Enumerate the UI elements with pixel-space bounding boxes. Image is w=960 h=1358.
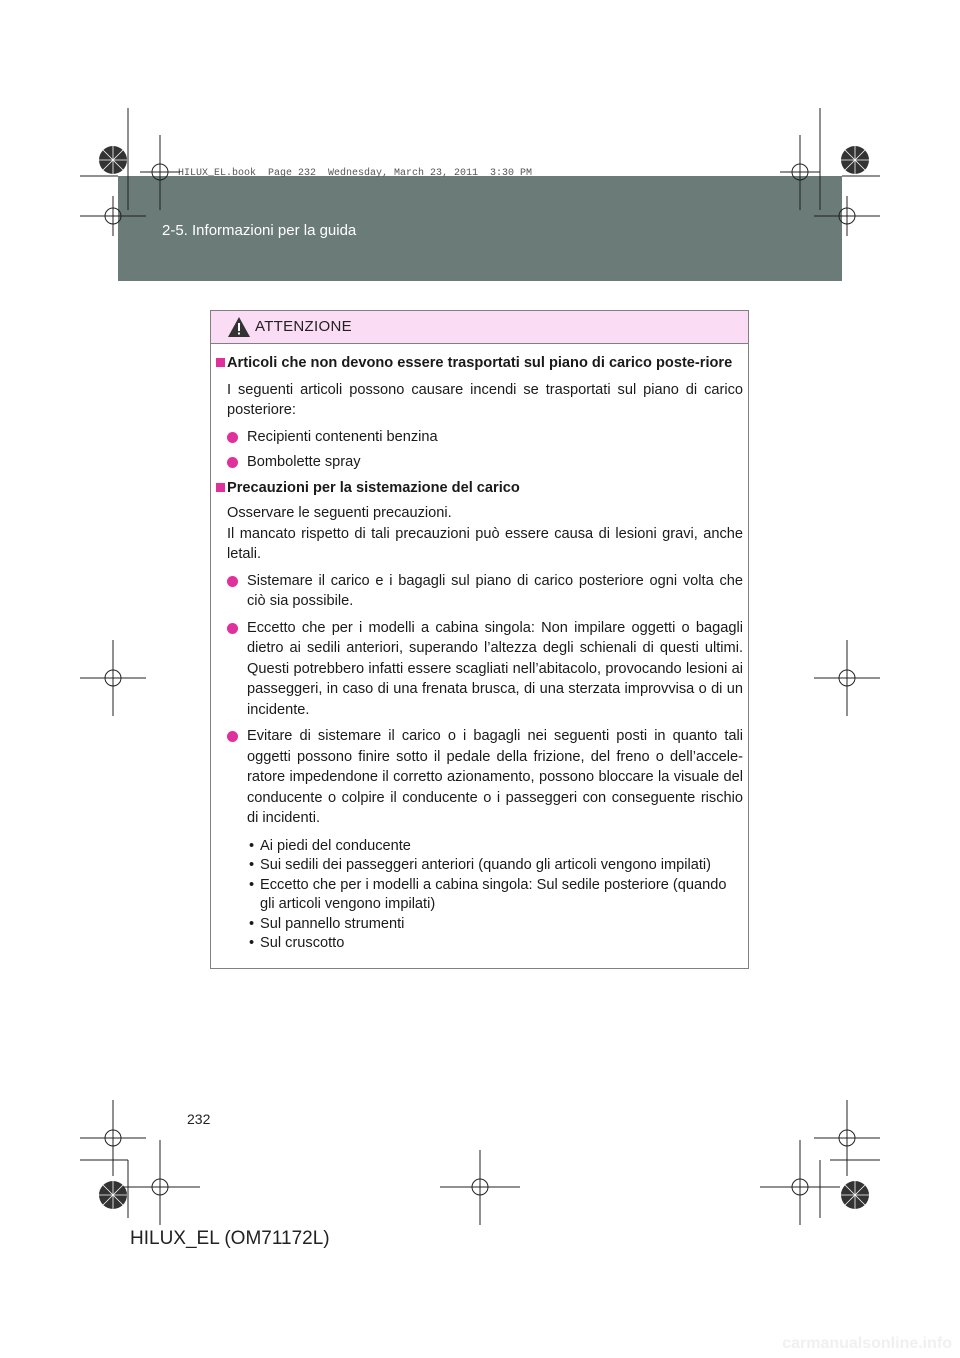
- list-item: Evitare di sistemare il carico o i bagagli nei seguenti posti in quanto tali oggetti possono finire sotto il pedale della frizione, del freno o dell’accele-ratore impedendone il corretto azionamento, possono bloccare la visuale del conducente o colpire il conducente o i passeggeri con conseguente rischio di incidenti.: [216, 726, 743, 829]
- small-bullet-icon: •: [249, 837, 255, 854]
- list-item: Bombolette spray: [216, 452, 743, 473]
- document-code: HILUX_EL (OM71172L): [130, 1228, 330, 1249]
- heading-load-precautions: Precauzioni per la sistemazione del carico: [216, 478, 743, 499]
- round-bullet-icon: [227, 576, 238, 587]
- round-bullet-icon: [227, 457, 238, 468]
- sub-list-item: • Sul cruscotto: [216, 934, 743, 954]
- small-bullet-icon: •: [249, 935, 255, 951]
- square-bullet-icon: [216, 358, 225, 367]
- sub-list-item: • Eccetto che per i modelli a cabina singola: Sul sedile posteriore (quando gli articoli vengono impilati): [249, 876, 727, 912]
- small-bullet-icon: •: [249, 876, 255, 893]
- watermark: carmanualsonline.info: [782, 1335, 952, 1352]
- square-bullet-icon: [216, 483, 225, 492]
- round-bullet-icon: [227, 432, 238, 443]
- small-bullet-icon: •: [249, 857, 255, 873]
- warning-content: [216, 353, 743, 954]
- list-item: Sistemare il carico e i bagagli sul piano di carico posteriore ogni volta che ciò sia possibile.: [216, 571, 743, 612]
- sub-list-item: • Sui sedili dei passeggeri anteriori (quando gli articoli vengono impilati): [216, 856, 743, 876]
- round-bullet-icon: [227, 623, 238, 634]
- warning-header: [211, 311, 748, 344]
- list-item: Recipienti contenenti benzina: [216, 427, 743, 448]
- file-stamp: HILUX_EL.book Page 232 Wednesday, March 23, 2011 3:30 PM: [178, 168, 533, 179]
- sub-list-item: • Sul pannello strumenti: [216, 915, 743, 935]
- round-bullet-icon: [227, 731, 238, 742]
- paragraph-injury-risk: Il mancato rispetto di tali precauzioni può essere causa di lesioni gravi, anche letali.: [227, 525, 743, 562]
- warning-title: ATTENZIONE: [255, 318, 352, 335]
- paragraph-observe: Osservare le seguenti precauzioni.: [227, 505, 452, 521]
- section-title: 2-5. Informazioni per la guida: [162, 222, 357, 239]
- heading-forbidden-items: Articoli che non devono essere trasportati sul piano di carico poste-riore: [216, 353, 743, 374]
- paragraph-fire-risk: I seguenti articoli possono causare incendi se trasportati sul piano di carico posteriore:: [227, 381, 743, 418]
- warning-box: [210, 310, 749, 969]
- list-item: Eccetto che per i modelli a cabina singola: Non impilare oggetti o bagagli dietro ai sedili anteriori, superando l’altezza degli schienali di questi ultimi. Questi potrebbero infatti essere scagliati nell’abitacolo, provocando lesioni ai passeggeri, in caso di una frenata brusca, di una sterzata improvvisa o di un incidente.: [216, 618, 743, 721]
- warning-triangle-icon: [227, 316, 251, 338]
- sub-list-item: • Ai piedi del conducente: [216, 837, 743, 857]
- small-bullet-icon: •: [249, 915, 255, 932]
- page-number: 232: [187, 1111, 211, 1127]
